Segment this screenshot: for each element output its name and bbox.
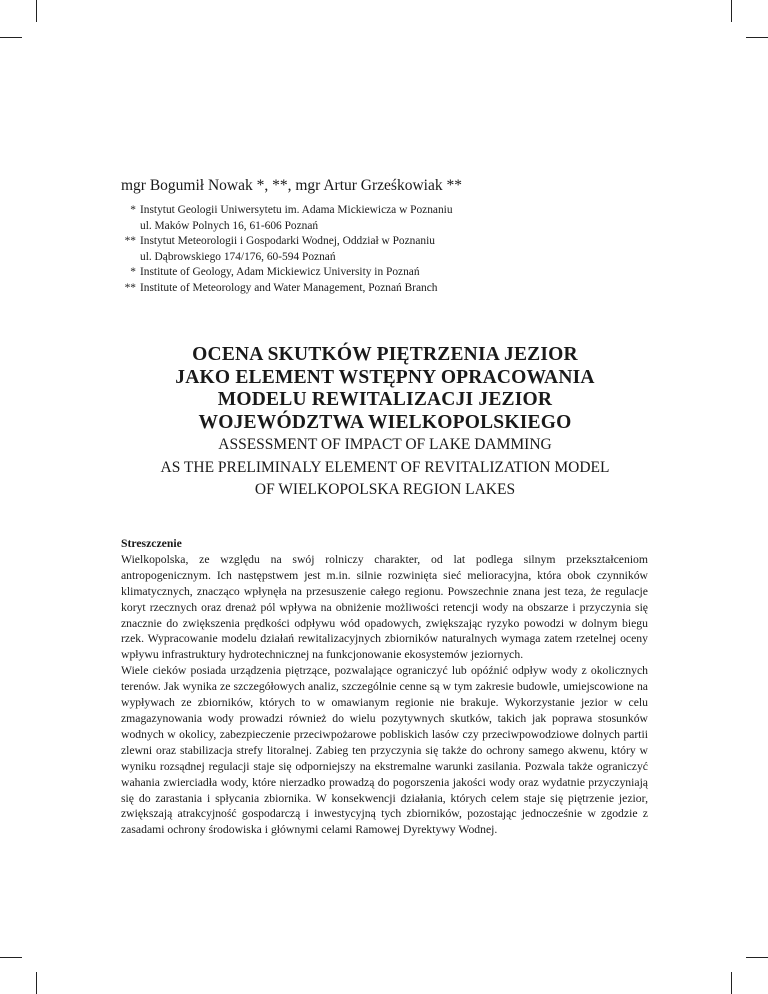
title-line: WOJEWÓDZTWA WIELKOPOLSKIEGO	[198, 411, 572, 433]
title-line: OF WIELKOPOLSKA REGION LAKES	[254, 481, 516, 498]
crop-mark-bottom-left-h	[0, 957, 22, 958]
affiliation-2	[108, 234, 648, 265]
affiliation-mark: *	[130, 204, 136, 216]
title-line: JAKO ELEMENT WSTĘPNY OPRACOWANIA	[175, 366, 595, 388]
affiliation-line: ul. Dąbrowskiego 174/176, 60-594 Poznań	[140, 250, 336, 263]
crop-mark-top-left	[36, 0, 37, 22]
affiliation-mark: **	[124, 281, 136, 294]
abstract-heading: Streszczenie	[121, 537, 182, 550]
affiliation-mark: **	[124, 235, 136, 248]
affiliations	[108, 203, 648, 297]
title-line: MODELU REWITALIZACJI JEZIOR	[217, 389, 553, 410]
affiliation-line: Instytut Geologii Uniwersytetu im. Adama Mickiewicza w Poznaniu	[140, 204, 453, 216]
crop-mark-top-right	[731, 0, 732, 22]
affiliation-mark: *	[130, 266, 136, 279]
affiliation-1	[108, 203, 648, 234]
title-line: AS THE PRELIMINALY ELEMENT OF REVITALIZATION MODEL	[160, 458, 610, 476]
authors-line: mgr Bogumił Nowak *, **, mgr Artur Grześkowiak **	[121, 177, 462, 194]
abstract	[121, 536, 648, 838]
title-line: OCENA SKUTKÓW PIĘTRZENIA JEZIOR	[192, 344, 578, 365]
abstract-paragraph: Wiele cieków posiada urządzenia piętrzące, pozwalające ograniczyć lub opóźnić odpływ wody z okolicznych terenów. Jak wynika ze szczegółowych analiz, szczególnie cenne są w tym zakresie budowle, umiejscowione na wypływach ze zbiorników, których to w omawianym regionie nie brakuje. Wykorzystanie jezior w celu zmagazynowania wody prowadzi również do wielu pozytywnych skutków, takich jak poprawa stosunków wodnych w okolicy, zabezpieczenie przeciwpożarowe pobliskich lasów czy przeciwpowodziowe dolnych partii zlewni oraz stabilizacja strefy litoralnej. Zabieg ten przyczynia się także do ochrony samego akwenu, który w wyniku rozsądnej regulacji staje się odporniejszy na ekstremalne warunki zasilania. Pozwala także ograniczyć wahania zwierciadła wody, które nierzadko prowadzą do pogorszenia jakości wody oraz wydatnie przyczyniają się do zarastania i spłycania zbiornika. W konsekwencji działania, których celem staje się piętrzenie jezior, zwiększają atrakcyjność gospodarczą i inwestycyjną tych zbiorników, pozostając jednocześnie w zgodzie z zasadami ochrony środowiska i głównymi celami Ramowej Dyrektywy Wodnej.	[121, 664, 648, 837]
crop-mark-top-right-h	[746, 37, 768, 38]
affiliation-line: Institute of Meteorology and Water Management, Poznań Branch	[140, 281, 438, 294]
title-polish	[120, 344, 650, 434]
crop-mark-bottom-left	[36, 972, 37, 994]
affiliation-3	[108, 265, 648, 281]
affiliation-line: Institute of Geology, Adam Mickiewicz University in Poznań	[140, 266, 420, 279]
affiliation-line: Instytut Meteorologii i Gospodarki Wodnej, Oddział w Poznaniu	[140, 235, 435, 248]
crop-mark-bottom-right-h	[746, 957, 768, 958]
title-line: ASSESSMENT OF IMPACT OF LAKE DAMMING	[218, 436, 552, 453]
abstract-paragraph: Wielkopolska, ze względu na swój rolniczy charakter, od lat podlega silnym przekształceniom antropogenicznym. Ich następstwem jest m.in. silnie rozwinięta sieć melioracyjna, która obok czynników klimatycznych, znacząco wpłynęła na przesuszenie całego regionu. Powszechnie znana jest teza, że regulacje koryt rzecznych oraz drenaż pól wpływa na obniżenie możliwości retencji wody na obszarze i przyczynia się znacznie do zwiększenia prędkości odpływu wód opadowych, zwiększając ryzyko powodzi w dolnym biegu rzek. Wypracowanie modelu działań rewitalizacyjnych zbiorników naturalnych wymaga zatem rzetelnej oceny wpływu infrastruktury hydrotechnicznej na funkcjonowanie ekosystemów jeziornych.	[121, 552, 648, 662]
affiliation-4	[108, 281, 648, 297]
title-english	[120, 434, 650, 502]
crop-mark-bottom-right	[731, 972, 732, 994]
crop-mark-top-left-h	[0, 37, 22, 38]
affiliation-line: ul. Maków Polnych 16, 61-606 Poznań	[140, 219, 319, 232]
